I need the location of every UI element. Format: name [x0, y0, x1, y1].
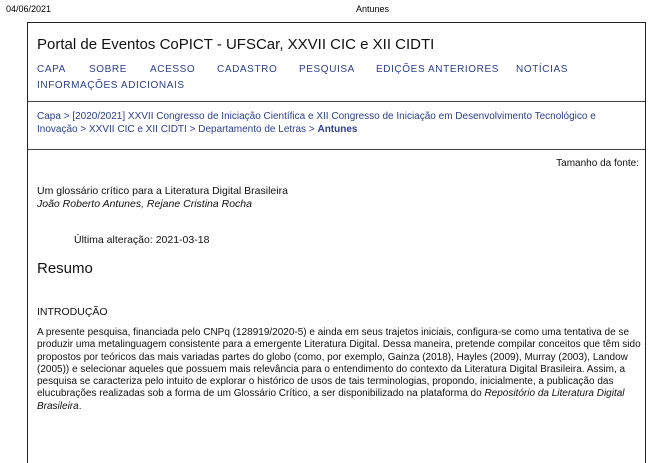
breadcrumb-cic-cidti[interactable]: XXVII CIC e XII CIDTI	[89, 124, 187, 135]
paper-authors: João Roberto Antunes, Rejane Cristina Rocha	[37, 198, 252, 210]
nav-pesquisa[interactable]: PESQUISA	[299, 64, 355, 75]
site-title: Portal de Eventos CoPICT - UFSCar, XXVII CIC e XII CIDTI	[37, 36, 435, 53]
main-navigation	[37, 64, 637, 96]
section-heading: Resumo	[37, 260, 93, 277]
breadcrumb-separator: >	[80, 124, 89, 135]
divider	[28, 101, 645, 102]
print-header	[0, 4, 672, 18]
abstract-text	[37, 327, 642, 413]
breadcrumb-congresso[interactable]: [2020/2021] XXVII Congresso de Iniciação Científica e XII Congresso de Iniciação em Desenvolvimento Tecnológico e Inovação	[37, 111, 596, 135]
breadcrumb-separator: >	[308, 124, 318, 135]
nav-informacoes-adicionais[interactable]: INFORMAÇÕES ADICIONAIS	[37, 80, 185, 91]
last-modified: Última alteração: 2021-03-18	[74, 234, 210, 246]
nav-sobre[interactable]: SOBRE	[89, 64, 128, 75]
breadcrumb-current[interactable]: Antunes	[317, 124, 358, 135]
nav-acesso[interactable]: ACESSO	[150, 64, 196, 75]
abstract-body: A presente pesquisa, financiada pelo CNPq (128919/2020-5) e ainda em seus trajetos iniciais, configura-se como uma tentativa de se produzir uma metalinguagem consistente para a emergente Literatura Digital. Dessa maneira, pretende compilar conceitos que têm sido propostos por teóricos das mais variadas partes do globo (como, por exemplo, Gainza (2018), Hayles (2009), Murray (2003), Landow (2005)) e selecionar aqueles que possuem mais relevância para o entendimento do contexto da Literatura Digital Brasileira. Assim, a pesquisa se caracteriza pelo intuito de explorar o histórico de usos de tais terminologias, propondo, inicialmente, a publicação das elucubrações realizadas sob a forma de um Glossário Crítico, a ser disponibilizado na plataforma do	[37, 327, 641, 400]
breadcrumb-departamento[interactable]: Departamento de Letras	[198, 124, 307, 135]
nav-cadastro[interactable]: CADASTRO	[217, 64, 278, 75]
abstract-end: .	[78, 400, 82, 412]
page-frame	[27, 22, 646, 463]
breadcrumb-capa[interactable]: Capa	[37, 111, 61, 122]
breadcrumb-separator: >	[189, 124, 199, 135]
print-title: Antunes	[356, 4, 390, 14]
breadcrumb-separator: >	[63, 111, 73, 122]
breadcrumb	[37, 110, 627, 136]
font-size-label: Tamanho da fonte:	[556, 158, 639, 169]
nav-edicoes-anteriores[interactable]: EDIÇÕES ANTERIORES	[376, 64, 500, 75]
abstract-repository-name: Repositório da Literatura Digital Brasileira	[37, 388, 625, 412]
paper-title: Um glossário crítico para a Literatura Digital Brasileira	[37, 185, 288, 197]
nav-noticias[interactable]: NOTÍCIAS	[516, 64, 569, 75]
nav-capa[interactable]: CAPA	[37, 64, 66, 75]
intro-label: INTRODUÇÃO	[37, 306, 108, 318]
divider	[28, 149, 645, 150]
print-date: 04/06/2021	[6, 4, 52, 14]
